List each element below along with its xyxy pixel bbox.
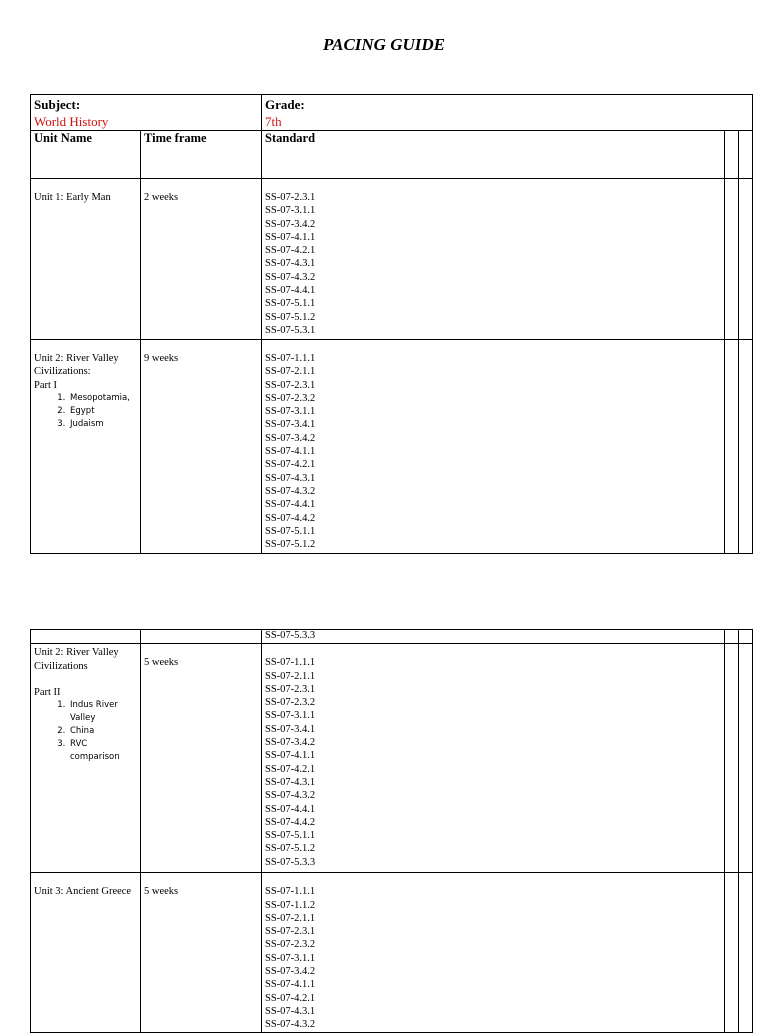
blank-cell <box>739 340 753 554</box>
standard-code: SS-07-3.4.2 <box>265 218 316 230</box>
standard-code: SS-07-5.1.1 <box>265 830 316 842</box>
standard-code: SS-07-2.1.1 <box>265 366 316 378</box>
unit-name-cell <box>31 873 141 1033</box>
blank-cell <box>725 873 739 1033</box>
subject-label: Subject: <box>34 97 81 112</box>
standard-code: SS-07-2.3.1 <box>265 683 316 695</box>
standard-code: SS-07-4.1.1 <box>265 231 316 243</box>
table-row <box>31 873 753 1033</box>
standards-cell <box>262 630 725 644</box>
blank-cell <box>739 873 753 1033</box>
pacing-table-page-1 <box>30 94 753 554</box>
standard-code: SS-07-4.2.1 <box>265 763 316 775</box>
standard-code: SS-07-4.3.2 <box>265 485 316 497</box>
standard-code: SS-07-2.1.1 <box>265 670 316 682</box>
standard-code: SS-07-1.1.1 <box>265 353 316 364</box>
standard-code: SS-07-5.3.1 <box>265 324 316 336</box>
table-row <box>31 179 753 340</box>
blank-cell <box>725 630 739 644</box>
list-item: 2. Egypt <box>68 405 137 418</box>
standard-code: SS-07-2.3.1 <box>265 379 316 391</box>
standard-code: SS-07-1.1.1 <box>265 657 316 669</box>
continuation-row <box>31 630 753 644</box>
time-frame: 5 weeks <box>144 657 179 669</box>
standard-code: SS-07-3.1.1 <box>265 406 316 418</box>
standard-code: SS-07-5.3.3 <box>265 630 316 641</box>
standard-code: SS-07-1.1.2 <box>265 899 316 911</box>
standards-cell <box>262 873 725 1033</box>
table-row <box>31 644 753 873</box>
blank-cell <box>739 644 753 873</box>
standard-code: SS-07-4.1.1 <box>265 750 316 762</box>
column-header-row <box>31 131 753 179</box>
standard-code: SS-07-3.4.2 <box>265 432 316 444</box>
blank-cell <box>31 630 141 644</box>
standard-code: SS-07-5.1.1 <box>265 525 316 537</box>
time-frame: 2 weeks <box>144 192 179 203</box>
standard-code: SS-07-4.3.2 <box>265 790 316 802</box>
list-item: 1. Indus River Valley <box>68 699 137 725</box>
time-frame-cell <box>141 340 262 554</box>
time-frame-cell <box>141 179 262 340</box>
standard-code: SS-07-4.4.1 <box>265 285 316 297</box>
topic-list <box>34 699 137 764</box>
standards-cell <box>262 340 725 554</box>
standard-code: SS-07-4.4.1 <box>265 803 316 815</box>
blank-cell <box>725 179 739 340</box>
standard-code: SS-07-2.1.1 <box>265 912 316 924</box>
standard-code: SS-07-4.4.2 <box>265 512 316 524</box>
unit-name-cell <box>31 179 141 340</box>
standard-code: SS-07-4.2.1 <box>265 459 316 471</box>
standard-code: SS-07-4.3.2 <box>265 271 316 283</box>
standards-cell <box>262 179 725 340</box>
time-frame-cell <box>141 644 262 873</box>
standard-code: SS-07-2.3.1 <box>265 192 316 203</box>
standard-code: SS-07-4.2.1 <box>265 992 316 1004</box>
blank-cell <box>141 630 262 644</box>
standard-code: SS-07-3.4.2 <box>265 737 316 749</box>
unit-part: Part II <box>34 686 61 698</box>
grade-label: Grade: <box>265 97 305 112</box>
standard-code: SS-07-5.3.3 <box>265 856 316 868</box>
standard-code: SS-07-3.1.1 <box>265 952 316 964</box>
page-title: PACING GUIDE <box>322 35 445 54</box>
list-item: 3. RVC comparison <box>68 738 137 764</box>
blank-cell <box>725 340 739 554</box>
blank-cell <box>739 179 753 340</box>
unit-name: Unit 2: River Valley Civilizations: <box>34 353 119 378</box>
standard-code: SS-07-4.3.1 <box>265 258 316 270</box>
standard-code: SS-07-3.1.1 <box>265 710 316 722</box>
standard-code: SS-07-5.1.2 <box>265 539 316 551</box>
list-item: 2. China <box>68 725 137 738</box>
standard-code: SS-07-5.1.2 <box>265 311 316 323</box>
standard-code: SS-07-5.1.2 <box>265 843 316 855</box>
time-frame: 5 weeks <box>144 886 179 898</box>
standard-code: SS-07-4.4.1 <box>265 499 316 511</box>
standard-code: SS-07-3.4.1 <box>265 419 316 431</box>
standard-code: SS-07-5.1.1 <box>265 298 316 310</box>
standard-code: SS-07-3.4.2 <box>265 966 316 978</box>
standard-code: SS-07-4.2.1 <box>265 245 316 257</box>
unit-name-cell <box>31 340 141 554</box>
blank-cell <box>739 131 753 179</box>
standard-code: SS-07-2.3.2 <box>265 697 316 709</box>
col-time-frame: Time frame <box>141 131 262 179</box>
standard-code: SS-07-2.3.2 <box>265 392 316 404</box>
time-frame-cell <box>141 873 262 1033</box>
standard-code: SS-07-4.3.1 <box>265 472 316 484</box>
standard-code: SS-07-2.3.2 <box>265 939 316 951</box>
list-item: 1. Mesopotamia, <box>68 392 137 405</box>
standard-code: SS-07-2.3.1 <box>265 926 316 938</box>
time-frame: 9 weeks <box>144 353 179 364</box>
standards-cell <box>262 644 725 873</box>
blank-cell <box>725 131 739 179</box>
blank-cell <box>725 644 739 873</box>
header-row <box>31 95 753 131</box>
unit-name: Unit 3: Ancient Greece <box>34 886 132 898</box>
grade-cell <box>262 95 753 131</box>
subject-value: World History <box>34 114 109 129</box>
unit-name: Unit 1: Early Man <box>34 192 111 203</box>
standard-code: SS-07-4.3.1 <box>265 1005 316 1017</box>
pacing-table-page-2 <box>30 629 753 1033</box>
standard-code: SS-07-4.1.1 <box>265 446 316 458</box>
col-unit-name: Unit Name <box>31 131 141 179</box>
standard-code: SS-07-4.4.2 <box>265 816 316 828</box>
unit-part: Part I <box>34 379 58 391</box>
standard-code: SS-07-3.4.1 <box>265 723 316 735</box>
list-item: 3. Judaism <box>68 418 137 431</box>
col-standard: Standard <box>262 131 725 179</box>
standard-code: SS-07-4.1.1 <box>265 979 316 991</box>
blank-cell <box>739 630 753 644</box>
standard-code: SS-07-4.3.2 <box>265 1019 316 1031</box>
standard-code: SS-07-4.3.1 <box>265 776 316 788</box>
unit-name-cell <box>31 644 141 873</box>
topic-list <box>34 392 137 431</box>
subject-cell <box>31 95 262 131</box>
table-row <box>31 340 753 554</box>
standard-code: SS-07-1.1.1 <box>265 886 316 898</box>
unit-name: Unit 2: River Valley Civilizations <box>34 647 119 672</box>
grade-value: 7th <box>265 114 282 129</box>
standard-code: SS-07-3.1.1 <box>265 205 316 217</box>
